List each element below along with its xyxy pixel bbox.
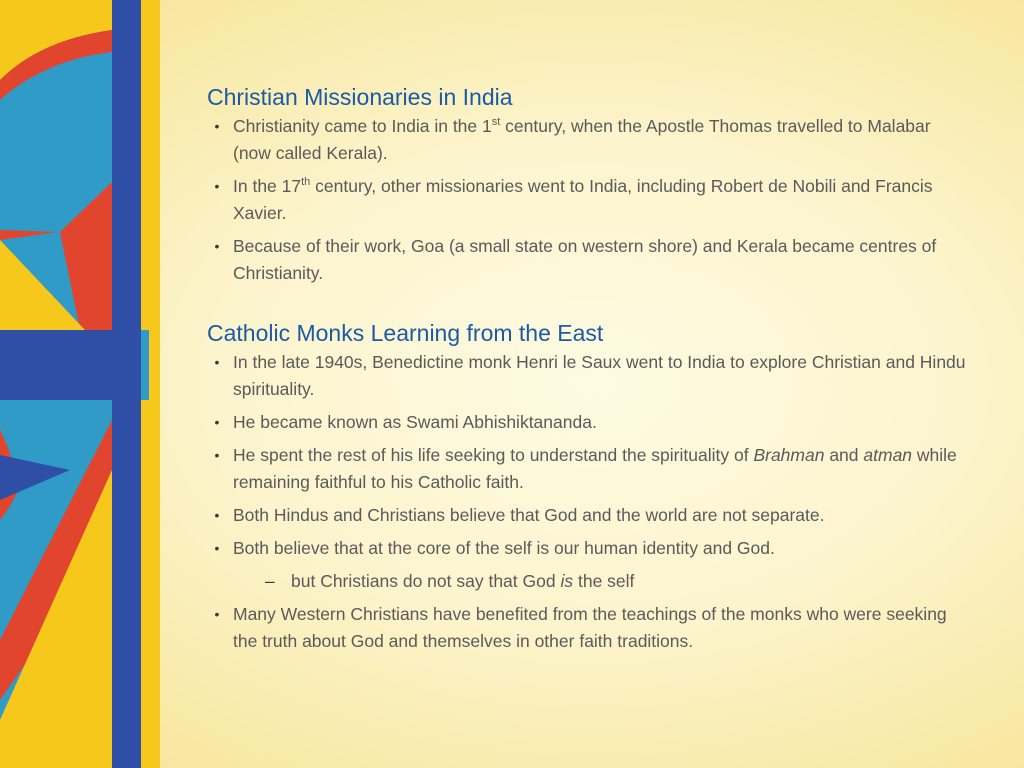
section-heading-missionaries: Christian Missionaries in India [207,84,513,110]
item-text: while remaining faithful to his Catholic faith. [233,445,957,492]
list-item [207,349,967,403]
list-item [207,601,967,655]
bullet-icon: • [214,606,220,622]
emphasis-is: is [560,571,574,591]
item-text: Christianity came to India in the 1 [233,116,492,136]
term-atman: atman [863,445,913,465]
bullet-list-monks [207,349,967,562]
list-item [207,173,967,227]
right-ornament [141,0,160,768]
list-item [207,442,967,496]
item-text: In the late 1940s, Benedictine monk Henri le Saux went to India to explore Christian and Hindu spirituality. [233,352,966,399]
list-item [207,502,967,529]
item-text: Because of their work, Goa (a small state on western shore) and Kerala became centres of Christianity. [233,236,937,283]
bullet-list-missionaries [207,113,967,287]
sub-bullet-list [207,568,967,595]
item-text: Both believe that at the core of the self is our human identity and God. [233,538,775,558]
bullet-icon: • [214,540,220,556]
sub-item-text: the self [573,571,635,591]
item-text: and [824,445,864,465]
list-item [207,409,967,436]
bullet-icon: • [214,354,220,370]
bullet-icon: • [214,118,220,134]
bullet-icon: • [214,507,220,523]
item-text: century, when the Apostle Thomas travelled to Malabar (now called Kerala). [233,116,931,163]
ordinal-suffix: th [301,176,311,188]
ordinal-suffix: st [491,116,501,128]
sub-item-text: but Christians do not say that God [291,571,561,591]
bullet-icon: • [214,414,220,430]
term-brahman: Brahman [753,445,825,465]
bullet-icon: • [214,238,220,254]
list-item [207,113,967,167]
bullet-icon: • [214,447,220,463]
bullet-list-monks-continued [207,601,967,655]
section-heading-monks: Catholic Monks Learning from the East [207,320,604,346]
dash-icon: – [265,571,275,591]
item-text: century, other missionaries went to India, including Robert de Nobili and Francis Xavier. [233,176,933,223]
blue-vertical-bar [112,0,141,768]
item-text: Both Hindus and Christians believe that God and the world are not separate. [233,505,825,525]
item-text: In the 17 [233,176,302,196]
item-text: Many Western Christians have benefited from the teachings of the monks who were seeking the truth about God and themselves in other faith traditions. [233,604,947,651]
decorative-left-band [0,0,160,768]
left-ornament [0,0,112,768]
sub-list-item [207,568,967,595]
list-item [207,535,967,562]
bullet-icon: • [214,178,220,194]
item-text: He spent the rest of his life seeking to understand the spirituality of [233,445,754,465]
item-text: He became known as Swami Abhishiktananda. [233,412,597,432]
slide-content [207,82,967,661]
list-item [207,233,967,287]
